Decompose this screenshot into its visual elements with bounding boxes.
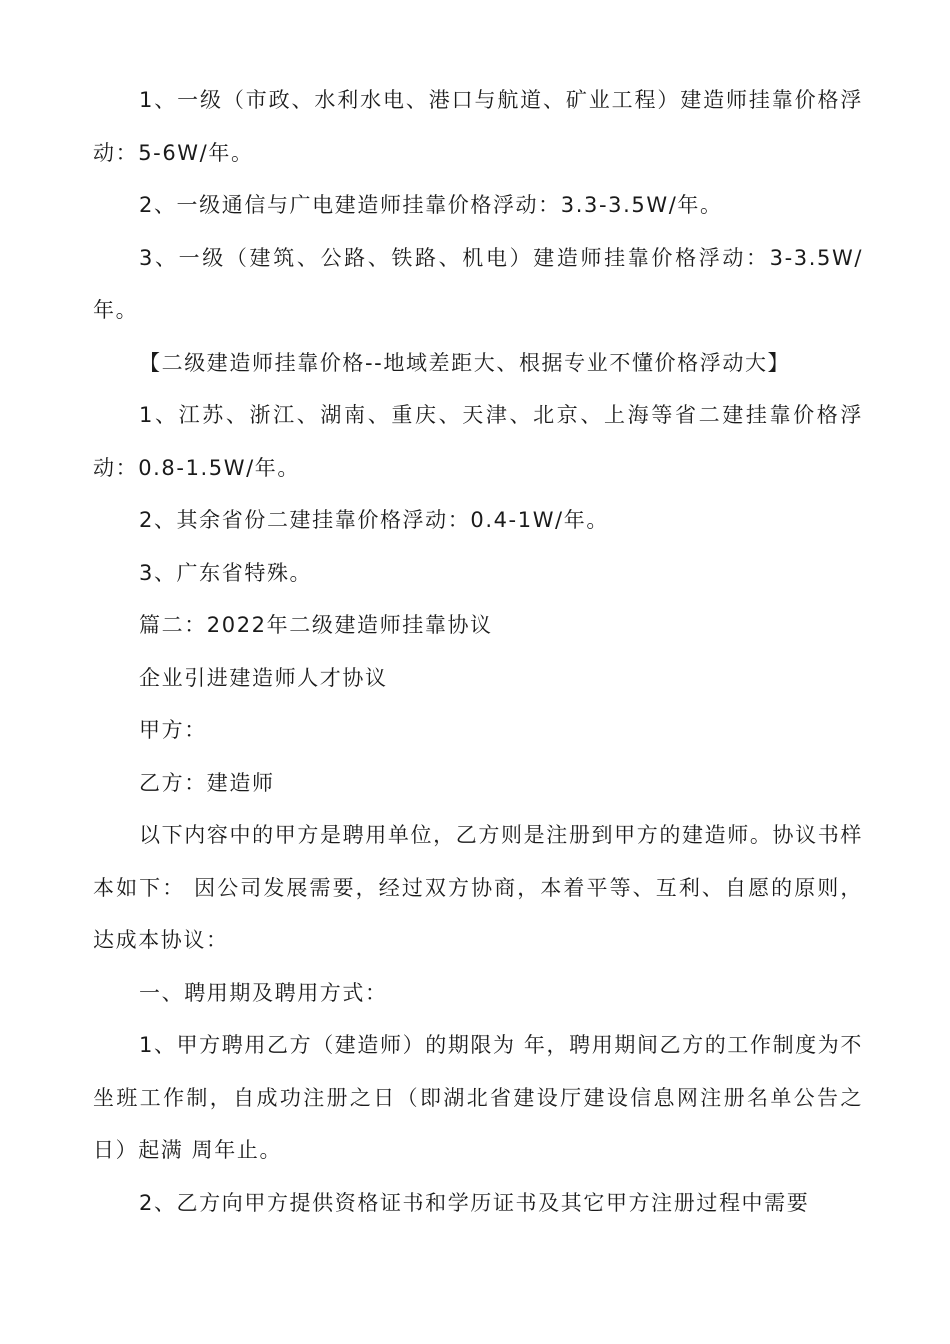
paragraph-5: 1、江苏、浙江、湖南、重庆、天津、北京、上海等省二建挂靠价格浮动：0.8-1.5W/年。 <box>93 403 863 480</box>
paragraph-8-section-title: 篇二：2022年二级建造师挂靠协议 <box>139 613 493 637</box>
paragraph-9-agreement-title: 企业引进建造师人才协议 <box>139 665 388 690</box>
paragraph-11-party-b: 乙方：建造师 <box>139 770 275 795</box>
paragraph-1: 1、一级（市政、水利水电、港口与航道、矿业工程）建造师挂靠价格浮动：5-6W/年。 <box>93 88 863 165</box>
paragraph-10-party-a: 甲方： <box>139 718 207 742</box>
paragraph-13-clause-heading: 一、聘用期及聘用方式： <box>139 980 388 1005</box>
paragraph-3: 3、一级（建筑、公路、铁路、机电）建造师挂靠价格浮动：3-3.5W/年。 <box>93 245 863 322</box>
paragraph-7: 3、广东省特殊。 <box>139 560 313 585</box>
paragraph-14: 1、甲方聘用乙方（建造师）的期限为 年，聘用期间乙方的工作制度为不坐班工作制，自成功注册之日（即湖北省建设厅建设信息网注册名单公告之日）起满 周年止。 <box>93 1033 863 1162</box>
paragraph-4-heading: 【二级建造师挂靠价格--地域差距大、根据专业不懂价格浮动大】 <box>139 350 791 375</box>
paragraph-15: 2、乙方向甲方提供资格证书和学历证书及其它甲方注册过程中需要 <box>139 1190 810 1215</box>
paragraph-12: 以下内容中的甲方是聘用单位，乙方则是注册到甲方的建造师。协议书样本如下： 因公司发展需要，经过双方协商，本着平等、互利、自愿的原则，达成本协议： <box>93 823 863 952</box>
document-body <box>93 74 863 1229</box>
paragraph-2: 2、一级通信与广电建造师挂靠价格浮动：3.3-3.5W/年。 <box>139 193 723 217</box>
paragraph-6: 2、其余省份二建挂靠价格浮动：0.4-1W/年。 <box>139 508 609 532</box>
